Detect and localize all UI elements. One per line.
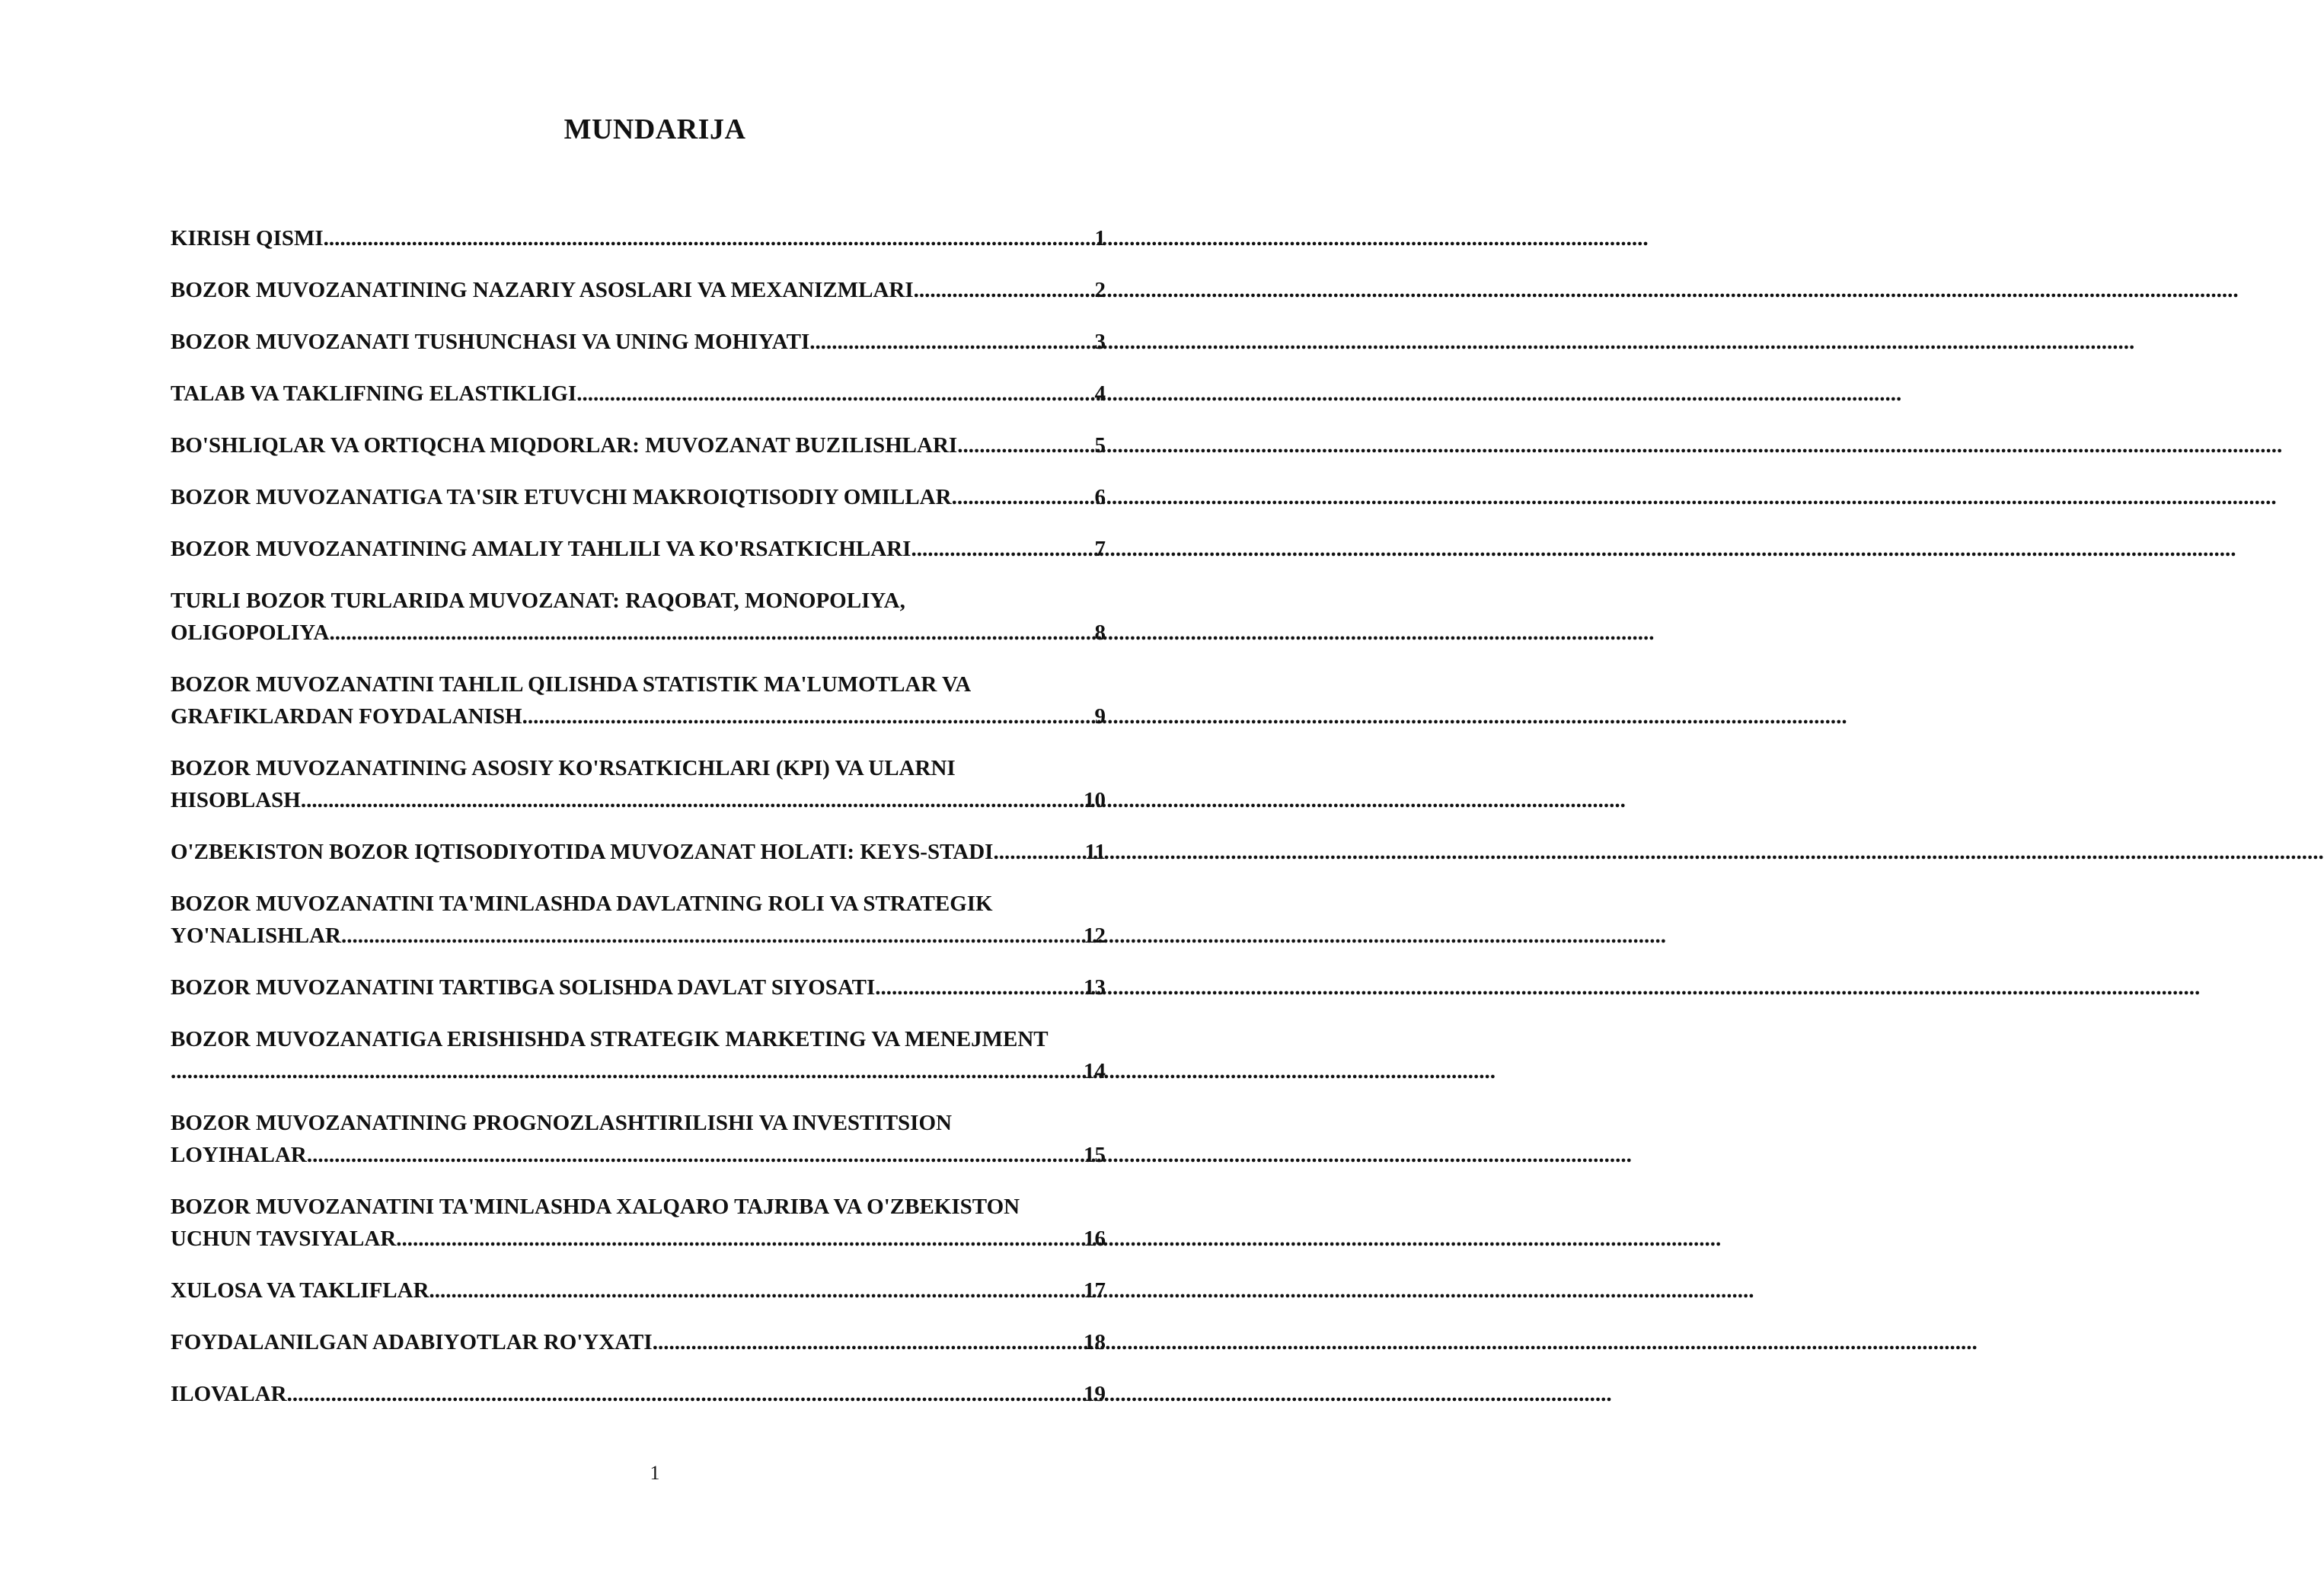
toc-page-number: 1 bbox=[1094, 226, 1106, 250]
toc-entry-leader-line bbox=[171, 1275, 1106, 1306]
dot-leader bbox=[576, 378, 1093, 410]
toc-entry[interactable] bbox=[171, 836, 1106, 868]
toc-entry[interactable] bbox=[171, 378, 1106, 410]
toc-entry[interactable] bbox=[171, 1191, 1106, 1255]
toc-entry-title-line: BOZOR MUVOZANATINING ASOSIY KO'RSATKICHLARI (KPI) VA ULARNI bbox=[171, 756, 956, 780]
toc-entry-title: GRAFIKLARDAN FOYDALANISH bbox=[171, 704, 522, 729]
dot-leader bbox=[324, 222, 1093, 254]
toc-entry-leader-line bbox=[171, 1326, 1106, 1358]
toc-entry-leader-line bbox=[171, 836, 1106, 868]
toc-entry-title: LOYIHALAR bbox=[171, 1143, 307, 1167]
dot-leader bbox=[341, 920, 1082, 952]
toc-entry[interactable] bbox=[171, 1378, 1106, 1410]
toc-entry-title: FOYDALANILGAN ADABIYOTLAR RO'YXATI bbox=[171, 1330, 653, 1354]
toc-page-number: 12 bbox=[1084, 924, 1106, 948]
toc-entry[interactable] bbox=[171, 1275, 1106, 1306]
toc-entry[interactable] bbox=[171, 222, 1106, 254]
toc-entry-title-line: BOZOR MUVOZANATINI TA'MINLASHDA DAVLATNING ROLI VA STRATEGIK bbox=[171, 892, 993, 916]
toc-page-number: 11 bbox=[1084, 840, 1106, 864]
toc-page-number: 5 bbox=[1094, 433, 1106, 458]
toc-entry-title: XULOSA VA TAKLIFLAR bbox=[171, 1278, 429, 1303]
toc-page-number: 15 bbox=[1084, 1143, 1106, 1167]
toc-entry[interactable] bbox=[171, 1107, 1106, 1171]
toc-entry-title: O'ZBEKISTON BOZOR IQTISODIYOTIDA MUVOZANAT HOLATI: KEYS-STADI. bbox=[171, 840, 999, 864]
toc-entry-title-line: TURLI BOZOR TURLARIDA MUVOZANAT: RAQOBAT, MONOPOLIYA, bbox=[171, 589, 905, 613]
toc-entry-leader-line bbox=[171, 1223, 1106, 1255]
toc-page-number: 10 bbox=[1084, 788, 1106, 812]
toc-entry-title: TALAB VA TAKLIFNING ELASTIKLIGI bbox=[171, 381, 577, 406]
toc-entry[interactable] bbox=[171, 326, 1106, 358]
dot-leader bbox=[429, 1275, 1082, 1306]
dot-leader bbox=[329, 617, 1093, 649]
dot-leader bbox=[911, 533, 1093, 565]
toc-entry-leader-line bbox=[171, 784, 1106, 816]
toc-entry-title: YO'NALISHLAR bbox=[171, 924, 341, 948]
dot-leader bbox=[171, 1055, 1082, 1087]
toc-entry[interactable] bbox=[171, 274, 1106, 306]
toc-entry-title-line: BOZOR MUVOZANATINI TA'MINLASHDA XALQARO TAJRIBA VA O'ZBEKISTON bbox=[171, 1195, 1020, 1219]
toc-entry-title: ILOVALAR bbox=[171, 1382, 287, 1406]
toc-entry-title-line: BOZOR MUVOZANATINI TAHLIL QILISHDA STATISTIK MA'LUMOTLAR VA bbox=[171, 672, 972, 697]
toc-entry-leader-line bbox=[171, 533, 1106, 565]
toc-page-number: 9 bbox=[1094, 704, 1106, 729]
toc-entry-leader-line bbox=[171, 326, 1106, 358]
toc-page-number: 4 bbox=[1094, 381, 1106, 406]
toc-page-number: 16 bbox=[1084, 1227, 1106, 1251]
toc-page-number: 19 bbox=[1084, 1382, 1106, 1406]
toc-entry-leader-line bbox=[171, 920, 1106, 952]
toc-entry-leader-line bbox=[171, 700, 1106, 732]
toc-page-number: 17 bbox=[1084, 1278, 1106, 1303]
toc-entry[interactable] bbox=[171, 1326, 1106, 1358]
toc-entry[interactable] bbox=[171, 429, 1106, 461]
toc-entry-leader-line bbox=[171, 274, 1106, 306]
toc-page-number: 8 bbox=[1094, 621, 1106, 645]
toc-entry[interactable] bbox=[171, 888, 1106, 952]
toc-entry-leader-line bbox=[171, 378, 1106, 410]
toc-entry-leader-line bbox=[171, 481, 1106, 513]
toc-entry-title: HISOBLASH bbox=[171, 788, 301, 812]
toc-entry[interactable] bbox=[171, 752, 1106, 816]
toc-entry-leader-line bbox=[171, 222, 1106, 254]
toc-entry-title: BOZOR MUVOZANATINING AMALIY TAHLILI VA KO'RSATKICHLARI bbox=[171, 537, 911, 561]
toc-entry-title: OLIGOPOLIYA bbox=[171, 621, 330, 645]
toc-entry-leader-line bbox=[171, 1055, 1106, 1087]
toc-entry-leader-line bbox=[171, 1378, 1106, 1410]
toc-entry[interactable] bbox=[171, 481, 1106, 513]
toc-page-number: 7 bbox=[1094, 537, 1106, 561]
toc-page-number: 14 bbox=[1084, 1059, 1106, 1083]
dot-leader bbox=[287, 1378, 1082, 1410]
dot-leader bbox=[875, 971, 1082, 1003]
toc-page-number: 13 bbox=[1084, 975, 1106, 1000]
toc-entry-title: KIRISH QISMI bbox=[171, 226, 324, 250]
dot-leader bbox=[914, 274, 1093, 306]
dot-leader bbox=[301, 784, 1082, 816]
toc-entry-leader-line bbox=[171, 971, 1106, 1003]
toc-entry-leader-line bbox=[171, 429, 1106, 461]
toc-page-number: 3 bbox=[1094, 330, 1106, 354]
dot-leader bbox=[653, 1326, 1082, 1358]
toc-entry-title: BOZOR MUVOZANATI TUSHUNCHASI VA UNING MOHIYATI bbox=[171, 330, 810, 354]
toc-entry-leader-line bbox=[171, 1139, 1106, 1171]
page-number-footer: 1 bbox=[650, 1462, 660, 1484]
dot-leader bbox=[952, 481, 1093, 513]
toc-page-number: 6 bbox=[1094, 485, 1106, 509]
toc-entry[interactable] bbox=[171, 668, 1106, 732]
toc-page-number: 18 bbox=[1084, 1330, 1106, 1354]
toc-entry-title: BOZOR MUVOZANATINI TARTIBGA SOLISHDA DAVLAT SIYOSATI bbox=[171, 975, 876, 1000]
page-title: MUNDARIJA bbox=[563, 113, 746, 145]
toc-entry-leader-line bbox=[171, 617, 1106, 649]
toc-entry-title-line: BOZOR MUVOZANATIGA ERISHISHDA STRATEGIK MARKETING VA MENEJMENT bbox=[171, 1027, 1049, 1051]
dot-leader bbox=[809, 326, 1093, 358]
toc-page-number: 2 bbox=[1094, 278, 1106, 302]
toc-entry-title: UCHUN TAVSIYALAR bbox=[171, 1227, 397, 1251]
toc-entry[interactable] bbox=[171, 585, 1106, 649]
toc-entry-title: BOZOR MUVOZANATIGA TA'SIR ETUVCHI MAKROIQTISODIY OMILLAR bbox=[171, 485, 952, 509]
toc-entry-title-line: BOZOR MUVOZANATINING PROGNOZLASHTIRILISHI VA INVESTITSION bbox=[171, 1111, 952, 1135]
toc-entry[interactable] bbox=[171, 971, 1106, 1003]
dot-leader bbox=[396, 1223, 1082, 1255]
dot-leader bbox=[957, 429, 1093, 461]
table-of-contents bbox=[171, 222, 1106, 1430]
toc-entry-title: BO'SHLIQLAR VA ORTIQCHA MIQDORLAR: MUVOZANAT BUZILISHLARI bbox=[171, 433, 958, 458]
toc-entry[interactable] bbox=[171, 533, 1106, 565]
toc-entry[interactable] bbox=[171, 1023, 1106, 1087]
dot-leader bbox=[307, 1139, 1082, 1171]
dot-leader bbox=[522, 700, 1093, 732]
toc-entry-title: BOZOR MUVOZANATINING NAZARIY ASOSLARI VA MEXANIZMLARI bbox=[171, 278, 914, 302]
dot-leader bbox=[999, 836, 1084, 868]
